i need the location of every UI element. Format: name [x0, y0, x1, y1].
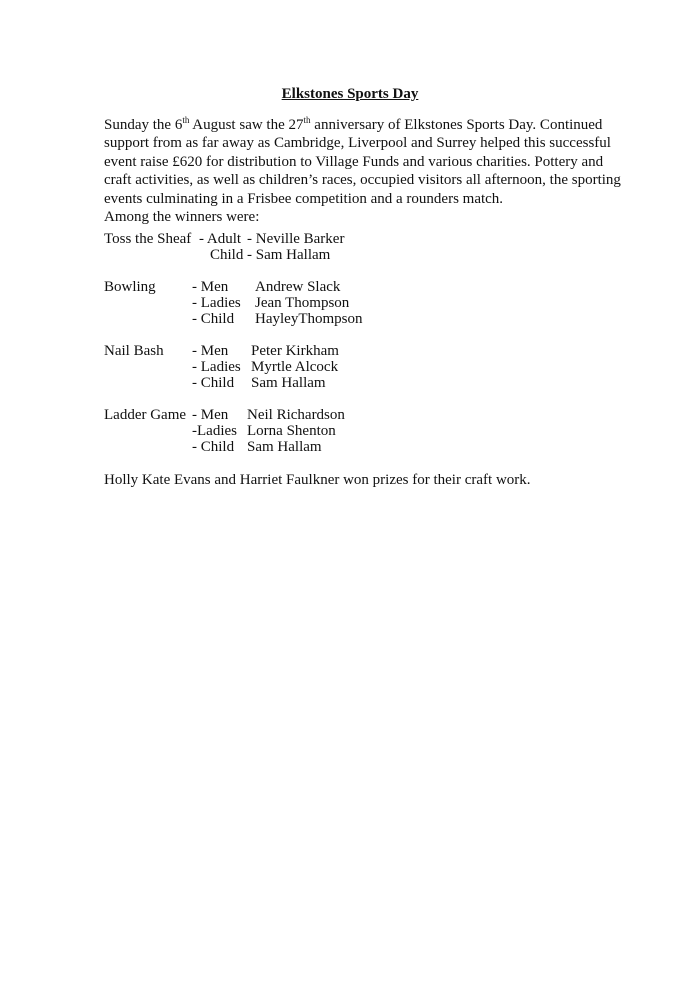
intro-line-5: events culminating in a Frisbee competition and a rounders match.	[104, 190, 504, 207]
intro-line-3: event raise £620 for distribution to Village Funds and various charities. Pottery and	[104, 153, 604, 170]
winner-name: - Neville Barker	[247, 231, 345, 247]
ordinal-suffix: th	[303, 115, 311, 125]
winner-name: HayleyThompson	[255, 311, 363, 327]
intro-text: anniversary of Elkstones Sports Day. Continued	[310, 117, 603, 133]
winner-category: -Ladies	[192, 423, 237, 439]
page-title: Elkstones Sports Day	[281, 86, 419, 102]
event-name: Ladder Game	[104, 407, 187, 423]
winner-name: Myrtle Alcock	[251, 359, 339, 375]
intro-paragraph	[104, 116, 624, 226]
winner-category: - Adult	[199, 231, 242, 247]
intro-line-4: craft activities, as well as children’s races, occupied visitors all afternoon, the sporting	[104, 172, 621, 189]
winner-name: Jean Thompson	[255, 295, 350, 311]
intro-text: August saw the 27	[189, 117, 304, 133]
event-name: Bowling	[104, 279, 156, 295]
winner-category: - Ladies	[192, 295, 241, 311]
winner-name: Lorna Shenton	[247, 423, 336, 439]
intro-line-2: support from as far away as Cambridge, Liverpool and Surrey helped this successful	[104, 135, 611, 152]
craft-prizes-note: Holly Kate Evans and Harriet Faulkner won prizes for their craft work.	[104, 472, 531, 488]
winner-category: - Child	[192, 439, 235, 455]
winner-name: Sam Hallam	[251, 375, 326, 391]
event-name: Toss the Sheaf	[104, 231, 192, 247]
ordinal-suffix: th	[182, 115, 190, 125]
winner-category: Child	[210, 247, 244, 263]
winner-name: Neil Richardson	[247, 407, 345, 423]
intro-text: Sunday the 6	[104, 117, 183, 133]
winner-category: - Ladies	[192, 359, 241, 375]
winner-category: - Men	[192, 343, 229, 359]
winner-category: - Men	[192, 407, 229, 423]
winner-name: Sam Hallam	[247, 439, 322, 455]
winner-category: - Child	[192, 311, 235, 327]
event-name: Nail Bash	[104, 343, 164, 359]
winner-category: - Child	[192, 375, 235, 391]
intro-line-1	[104, 116, 624, 134]
intro-line-6: Among the winners were:	[104, 209, 260, 226]
winner-name: Peter Kirkham	[251, 343, 339, 359]
winner-name: - Sam Hallam	[247, 247, 331, 263]
winner-name: Andrew Slack	[255, 279, 341, 295]
winner-category: - Men	[192, 279, 229, 295]
